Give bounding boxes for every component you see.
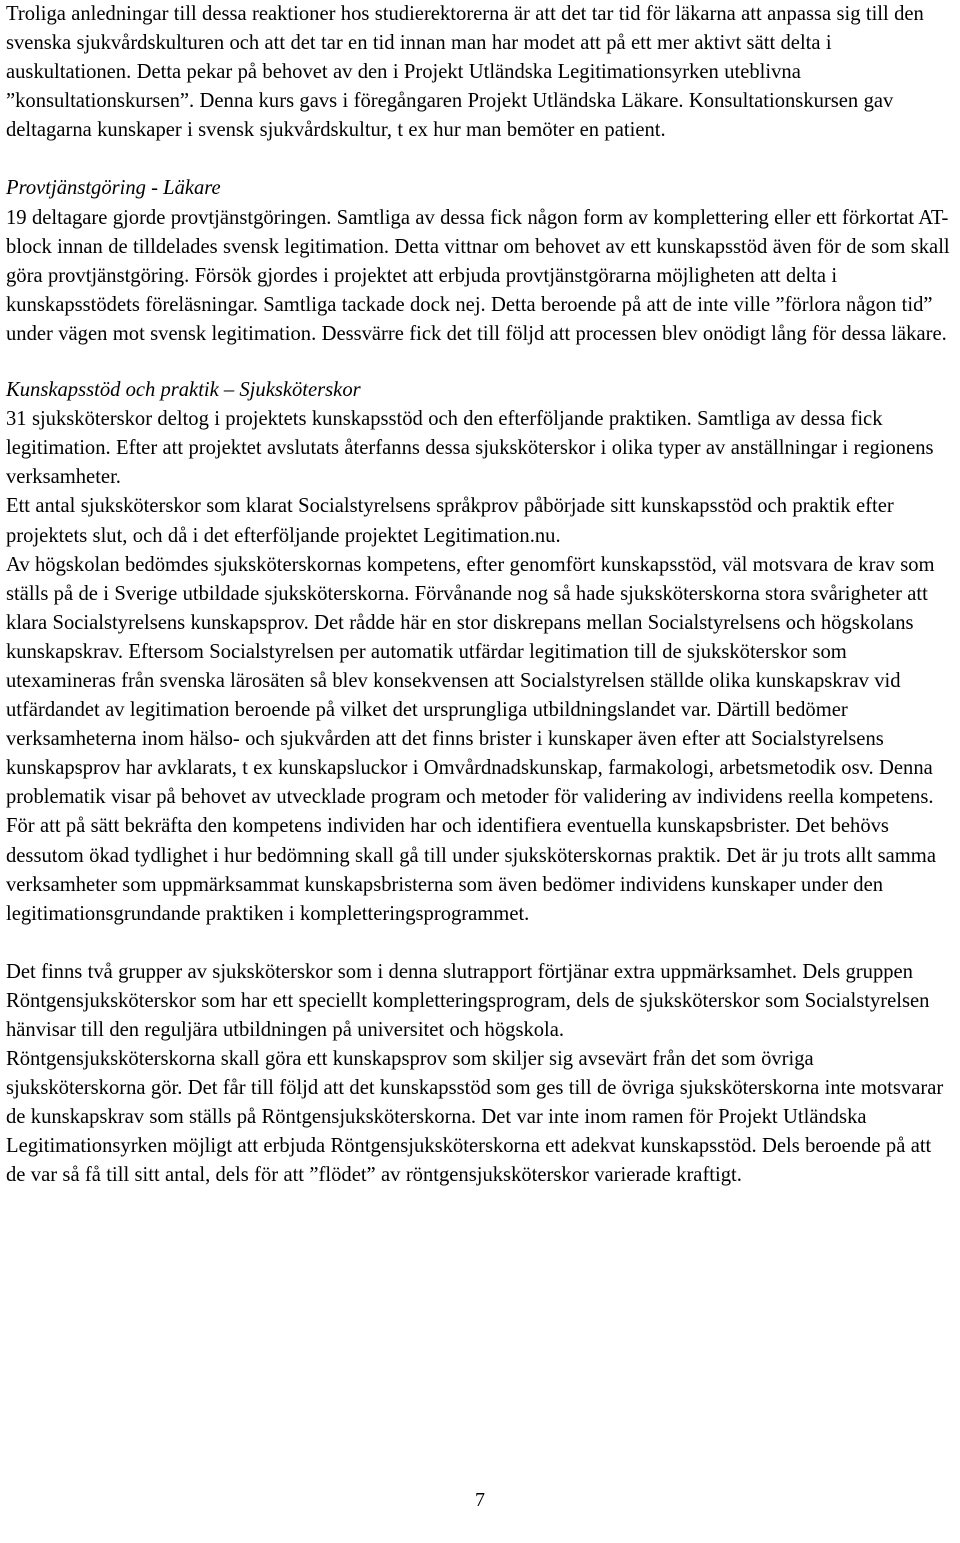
section-heading-provtjanstgoring: Provtjänstgöring - Läkare: [6, 177, 221, 200]
paragraph-sjukskoterskor-legitimation: 31 sjuksköterskor deltog i projektets kunskapsstöd och den efterföljande praktiken. Samtliga av dessa fick legitimation. Efter att projektet avslutats återfanns dessa sjuksköterskor i olika typer av anställningar i regionens verksamheter.: [6, 408, 934, 489]
section-heading-sjukskoterskor: Kunskapsstöd och praktik – Sjuksköterskor: [6, 379, 361, 402]
paragraph-spacer: [6, 145, 956, 174]
document-page: [6, 0, 956, 1191]
paragraph-spacer: [6, 929, 956, 958]
paragraph-kompetens: Av högskolan bedömdes sjuksköterskornas kompetens, efter genomfört kunskapsstöd, väl motsvara de krav som ställs på de i Sverige utbildade sjuksköterskorna. Förvånande nog så hade sjuksköterskorna stora svårigheter att klara Socialstyrelsens kunskapsprov. Det rådde här en stor diskrepans mellan Socialstyrelsens och högskolans kunskapskrav. Eftersom Socialstyrelsen per automatik utfärdar legitimation till de sjuksköterskor som utexamineras från svenska lärosäten så blev konsekvensen att Socialstyrelsen ställde olika kunskapskrav vid utfärdandet av legitimation beroende på vilket det ursprungliga utbildningslandet var. Därtill bedömer verksamheterna inom hälso- och sjukvården att det finns brister i kunskaper även efter att Socialstyrelsens kunskapsprov har avklarats, t ex kunskapsluckor i Omvårdnadskunskap, farmakologi, arbetsmetodik osv. Denna problematik visar på behovet av utvecklade program och metoder för validering av individens reella kompetens. För att på sätt bekräfta den kompetens individen har och identifiera eventuella kunskapsbrister. Det behövs dessutom ökad tydlighet i hur bedömning skall gå till under sjuksköterskornas praktik. Det är ju trots allt samma verksamheter som uppmärksammat kunskapsbristerna som även bedömer individens kunskaper under den legitimationsgrundande praktiken i kompletteringsprogrammet.: [6, 553, 936, 925]
paragraph-provtjanstgoring: 19 deltagare gjorde provtjänstgöringen. Samtliga av dessa fick någon form av komplettering eller ett förkortat AT-block innan de tilldelades svensk legitimation. Detta vittnar om behovet av ett kunskapsstöd även för de som skall göra provtjänstgöring. Försök gjordes i projektet att erbjuda provtjänstgörarna möjligheten att delta i kunskapsstödets föreläsningar. Samtliga tackade dock nej. Detta beroende på att de inte ville ”förlora någon tid” under vägen mot svensk legitimation. Dessvärre fick det till följd att processen blev onödigt lång för dessa läkare.: [6, 206, 950, 345]
page-number: 7: [475, 1489, 485, 1511]
paragraph-sprakprov: Ett antal sjuksköterskor som klarat Socialstyrelsens språkprov påbörjade sitt kunskapsstöd och praktik efter projektets slut, och då i det efterföljande projektet Legitimation.nu.: [6, 495, 894, 547]
paragraph-spacer: [6, 349, 956, 376]
paragraph-reactions: Troliga anledningar till dessa reaktioner hos studierektorerna är att det tar tid för läkarna att anpassa sig till den svenska sjukvårdskulturen och att det tar en tid innan man har modet att på ett mer aktivt sätt delta i auskultationen. Detta pekar på behovet av den i Projekt Utländska Legitimationsyrken uteblivna ”konsultationskursen”. Denna kurs gavs i föregångaren Projekt Utländska Läkare. Konsultationskursen gav deltagarna kunskaper i svensk sjukvårdskultur, t ex hur man bemöter en patient.: [6, 3, 924, 142]
paragraph-tva-grupper: Det finns två grupper av sjuksköterskor som i denna slutrapport förtjänar extra uppmärksamhet. Dels gruppen Röntgensjuksköterskor som har ett speciellt kompletteringsprogram, dels de sjuksköterskor som Socialstyrelsen hänvisar till den reguljära utbildningen på universitet och högskola.: [6, 960, 930, 1041]
paragraph-rontgensjukskoterskor: Röntgensjuksköterskorna skall göra ett kunskapsprov som skiljer sig avsevärt från det som övriga sjuksköterskorna gör. Det får till följd att det kunskapsstöd som ges till de övriga sjuksköterskorna inte motsvarar de kunskapskrav som ställs på Röntgensjuksköterskorna. Det var inte inom ramen för Projekt Utländska Legitimationsyrken möjligt att erbjuda Röntgensjuksköterskorna ett adekvat kunskapsstöd. Dels beroende på att de var så få till sitt antal, dels för att ”flödet” av röntgensjuksköterskor varierade kraftigt.: [6, 1048, 944, 1187]
